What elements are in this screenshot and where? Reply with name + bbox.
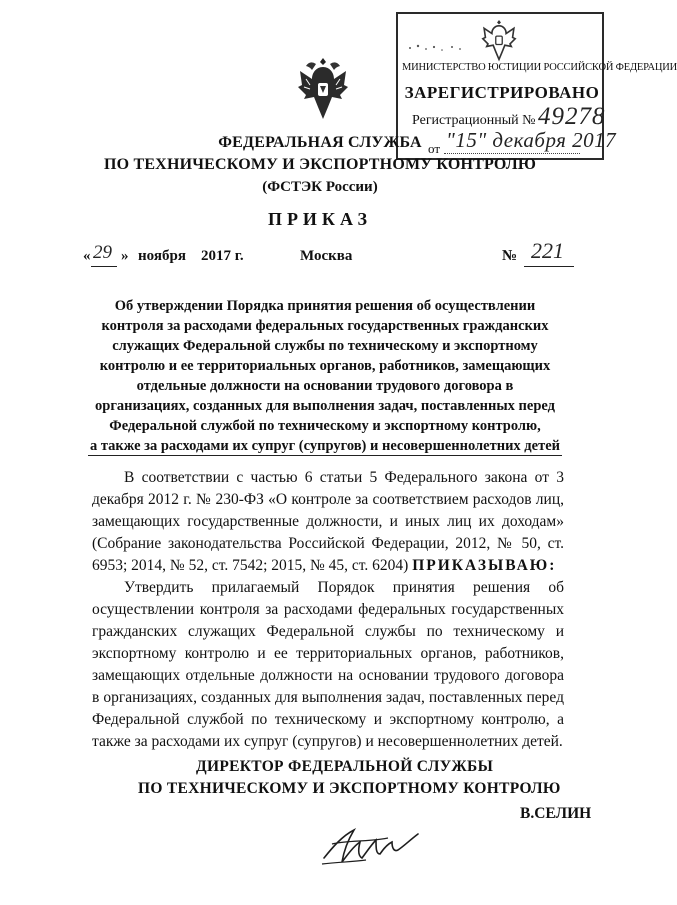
body-text bbox=[92, 467, 564, 753]
order-city: Москва bbox=[300, 248, 353, 264]
agency-abbreviation: (ФСТЭК России) bbox=[262, 179, 378, 195]
order-month: ноября bbox=[138, 248, 186, 264]
title-line: а также за расходами их супруг (супругов) и несовершеннолетних детей bbox=[89, 438, 560, 454]
order-number-underline bbox=[524, 266, 574, 267]
stamp-reg-number-value: 49278 bbox=[538, 103, 606, 130]
agency-name-line2: ПО ТЕХНИЧЕСКОМУ И ЭКСПОРТНОМУ КОНТРОЛЮ bbox=[103, 156, 537, 173]
document-type: ПРИКАЗ bbox=[267, 209, 373, 229]
title-line: Об утверждении Порядка принятия решения об осуществлении bbox=[114, 298, 536, 314]
stamp-date-value: "15" декабря 2017 bbox=[446, 128, 617, 152]
stamp-registered: ЗАРЕГИСТРИРОВАНО bbox=[404, 83, 600, 102]
order-number-value: 221 bbox=[531, 238, 564, 263]
title-line: контролю и ее территориальных органов, работников, замещающих bbox=[99, 358, 551, 374]
stamp-date-label: от bbox=[428, 141, 441, 156]
order-day: 29 bbox=[93, 242, 112, 263]
title-line: Федеральной службой по техническому и экспортному контролю, bbox=[109, 418, 541, 434]
body-paragraph-2: Утвердить прилагаемый Порядок принятия решения об осуществлении контроля за расходами федеральных государственных гражданских служащих Федеральной службы по техническому и экспортному контролю и ее территориальных органов, работников, замещающих отдельные должности на основании трудового договора в организациях, созданных для выполнения задач, поставленных перед Федеральной службой по техническому и экспортному контролю, а также за расходами их супруг (супругов) и несовершеннолетних детей. bbox=[92, 579, 564, 750]
title-divider bbox=[88, 455, 562, 456]
body-paragraph-1 bbox=[92, 467, 564, 577]
signer-name: В.СЕЛИН bbox=[520, 805, 592, 822]
order-number-label: № bbox=[502, 248, 518, 264]
stamp-coat-of-arms-icon bbox=[480, 18, 518, 62]
signer-position-line1: ДИРЕКТОР ФЕДЕРАЛЬНОЙ СЛУЖБЫ bbox=[196, 758, 494, 775]
date-quote-close: » bbox=[121, 248, 129, 264]
order-year: 2017 г. bbox=[201, 248, 244, 264]
body-paragraph-1-text: В соответствии с частью 6 статьи 5 Федерального закона от 3 декабря 2012 г. № 230-ФЗ «О контроле за соответствием расходов лиц, замещающих государственные должности, и иных лиц их доходам» (Собрание законодательства Российской Федерации, 2012, № 50, ст. 6953; 2014, № 52, ст. 7542; 2015, № 45, ст. 6204) bbox=[92, 469, 564, 574]
stamp-ink-speckle bbox=[406, 42, 466, 54]
title-line: служащих Федеральной службы по техническому и экспортному bbox=[112, 338, 538, 354]
handwritten-signature bbox=[318, 818, 428, 870]
order-day-underline bbox=[91, 266, 117, 267]
coat-of-arms-icon bbox=[296, 55, 350, 123]
signer-position-line2: ПО ТЕХНИЧЕСКОМУ И ЭКСПОРТНОМУ КОНТРОЛЮ bbox=[138, 780, 561, 797]
date-quote-open: « bbox=[83, 248, 91, 264]
stamp-reg-number-label: Регистрационный № bbox=[412, 113, 536, 128]
stamp-date-underline bbox=[444, 153, 580, 154]
order-word: ПРИКАЗЫВАЮ: bbox=[412, 557, 557, 574]
title-line: контроля за расходами федеральных государственных гражданских bbox=[101, 318, 549, 334]
title-line: отдельные должности на основании трудового договора в bbox=[136, 378, 514, 394]
agency-name-line1: ФЕДЕРАЛЬНАЯ СЛУЖБА bbox=[218, 134, 422, 151]
stamp-ministry: МИНИСТЕРСТВО ЮСТИЦИИ РОССИЙСКОЙ ФЕДЕРАЦИИ bbox=[402, 62, 677, 73]
title-line: организациях, созданных для выполнения задач, поставленных перед bbox=[95, 398, 555, 414]
